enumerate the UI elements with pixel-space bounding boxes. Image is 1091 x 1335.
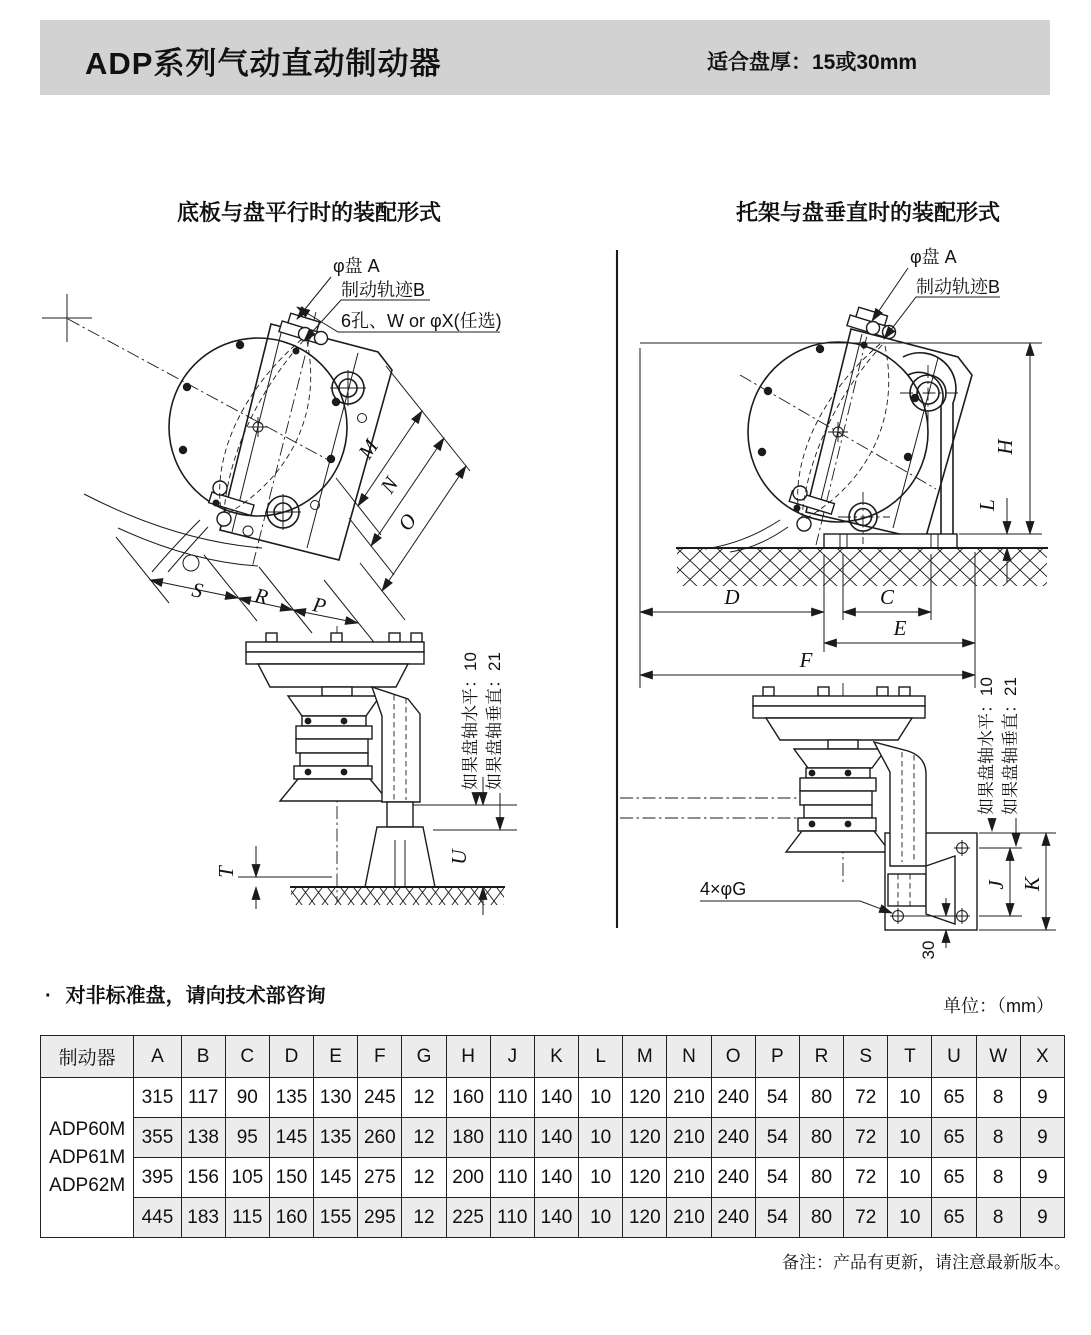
- cell: 8: [976, 1118, 1020, 1158]
- upper-clamp-right: [847, 305, 896, 348]
- dims-srp: [116, 537, 377, 646]
- cell: 240: [711, 1198, 755, 1238]
- cell: 80: [799, 1158, 843, 1198]
- cell: 10: [579, 1118, 623, 1158]
- cell: 105: [225, 1158, 269, 1198]
- cell: 140: [534, 1158, 578, 1198]
- cell: 150: [269, 1158, 313, 1198]
- cell: 72: [844, 1198, 888, 1238]
- cell: 130: [314, 1078, 358, 1118]
- cell: 10: [579, 1158, 623, 1198]
- cell: 135: [269, 1078, 313, 1118]
- cell: 120: [623, 1078, 667, 1118]
- dim-label-e: E: [893, 616, 907, 640]
- dim-label-u: U: [447, 849, 471, 865]
- left-drawing-title: 底板与盘平行时的装配形式: [176, 200, 441, 225]
- cell: 240: [711, 1078, 755, 1118]
- cell: 10: [579, 1198, 623, 1238]
- cell: 115: [225, 1198, 269, 1238]
- disc-a-label-right: φ盘 A: [910, 247, 957, 267]
- cell: 210: [667, 1158, 711, 1198]
- col-header: U: [932, 1036, 976, 1078]
- cell: 65: [932, 1078, 976, 1118]
- cell: 95: [225, 1118, 269, 1158]
- cell: 54: [755, 1118, 799, 1158]
- ground-hatch-left: [291, 888, 504, 905]
- left-side-view: [214, 626, 517, 915]
- col-header: K: [534, 1036, 578, 1078]
- cell: 140: [534, 1198, 578, 1238]
- cell: 110: [490, 1158, 534, 1198]
- cell: 120: [623, 1198, 667, 1238]
- dim-label-p: P: [310, 592, 329, 619]
- table-header-row: [41, 1036, 1065, 1078]
- cell: 65: [932, 1118, 976, 1158]
- cell: 9: [1020, 1158, 1064, 1198]
- col-header: M: [623, 1036, 667, 1078]
- dim-label-r: R: [252, 583, 271, 610]
- note-consult: · 对非标准盘，请向技术部咨询: [45, 985, 326, 1007]
- cell: 72: [844, 1158, 888, 1198]
- dim-label-l: L: [975, 499, 999, 511]
- col-header: G: [402, 1036, 446, 1078]
- cell: 9: [1020, 1118, 1064, 1158]
- dim-label-f: F: [799, 648, 813, 672]
- cell: 10: [888, 1118, 932, 1158]
- col-header: N: [667, 1036, 711, 1078]
- cell: 145: [269, 1118, 313, 1158]
- brake-track-label-left: 制动轨迹B: [341, 280, 426, 300]
- cell: 12: [402, 1198, 446, 1238]
- dimension-table: [40, 1035, 1065, 1238]
- cell: 135: [314, 1118, 358, 1158]
- right-drawing-title: 托架与盘垂直时的装配形式: [735, 200, 1000, 225]
- cell: 12: [402, 1158, 446, 1198]
- cell: 200: [446, 1158, 490, 1198]
- col-header: D: [269, 1036, 313, 1078]
- axis-note-horizontal-left: 如果盘轴水平：10: [461, 652, 480, 790]
- col-header: J: [490, 1036, 534, 1078]
- col-header: E: [314, 1036, 358, 1078]
- right-side-view: [620, 677, 1056, 959]
- technical-drawings: [0, 228, 1091, 968]
- cell: 90: [225, 1078, 269, 1118]
- left-assembly-drawing: [42, 256, 502, 646]
- datum-cross: [42, 294, 92, 342]
- table-row: [41, 1158, 1065, 1198]
- dim-label-k: K: [1020, 876, 1044, 892]
- cell: 110: [490, 1118, 534, 1158]
- cell: 117: [181, 1078, 225, 1118]
- cell: 65: [932, 1158, 976, 1198]
- cell: 315: [134, 1078, 181, 1118]
- cell: 180: [446, 1118, 490, 1158]
- cell: 183: [181, 1198, 225, 1238]
- col-header: C: [225, 1036, 269, 1078]
- cell: 80: [799, 1198, 843, 1238]
- axis-note-horizontal-right: 如果盘轴水平：10: [977, 677, 996, 815]
- brake-track-label-right: 制动轨迹B: [916, 277, 1001, 297]
- cell: 155: [314, 1198, 358, 1238]
- cell: 240: [711, 1158, 755, 1198]
- cell: 355: [134, 1118, 181, 1158]
- col-header: X: [1020, 1036, 1064, 1078]
- cell: 120: [623, 1118, 667, 1158]
- right-assembly-drawing: [640, 247, 1048, 688]
- cell: 80: [799, 1118, 843, 1158]
- col-header: R: [799, 1036, 843, 1078]
- cell: 295: [358, 1198, 402, 1238]
- cell: 160: [446, 1078, 490, 1118]
- dim-label-t: T: [214, 866, 238, 878]
- cell: 245: [358, 1078, 402, 1118]
- col-header: S: [844, 1036, 888, 1078]
- col-header: A: [134, 1036, 181, 1078]
- col-header: B: [181, 1036, 225, 1078]
- page-title: ADP系列气动直动制动器: [85, 46, 442, 81]
- col-header: L: [579, 1036, 623, 1078]
- cell: 240: [711, 1118, 755, 1158]
- cell: 54: [755, 1078, 799, 1118]
- model-names: ADP60M ADP61M ADP62M: [41, 1078, 134, 1238]
- cell: 145: [314, 1158, 358, 1198]
- cell: 54: [755, 1198, 799, 1238]
- dim-label-30: 30: [919, 940, 938, 960]
- ground-hatch-right: [677, 549, 1047, 586]
- flange-holes-label: 4×φG: [700, 879, 747, 899]
- cell: 12: [402, 1078, 446, 1118]
- cell: 110: [490, 1078, 534, 1118]
- cell: 140: [534, 1118, 578, 1158]
- cell: 9: [1020, 1198, 1064, 1238]
- cell: 12: [402, 1118, 446, 1158]
- cell: 140: [534, 1078, 578, 1118]
- bracket: [824, 353, 957, 548]
- axis-note-vertical-left: 如果盘轴垂直：21: [485, 652, 504, 790]
- cell: 10: [888, 1198, 932, 1238]
- col-header: W: [976, 1036, 1020, 1078]
- cell: 160: [269, 1198, 313, 1238]
- axis-note-vertical-right: 如果盘轴垂直：21: [1001, 677, 1020, 815]
- dim-label-o: O: [393, 509, 422, 536]
- col-header: 制动器: [41, 1036, 134, 1078]
- cell: 10: [888, 1158, 932, 1198]
- cell: 260: [358, 1118, 402, 1158]
- cell: 210: [667, 1198, 711, 1238]
- cell: 8: [976, 1158, 1020, 1198]
- cell: 156: [181, 1158, 225, 1198]
- cell: 138: [181, 1118, 225, 1158]
- upper-clamp: [279, 311, 328, 354]
- dim-label-m: M: [353, 435, 384, 464]
- cell: 210: [667, 1078, 711, 1118]
- cell: 225: [446, 1198, 490, 1238]
- cell: 110: [490, 1198, 534, 1238]
- bullet: ·: [45, 985, 52, 1007]
- cell: 445: [134, 1198, 181, 1238]
- cell: 10: [888, 1078, 932, 1118]
- cell: 210: [667, 1118, 711, 1158]
- cell: 80: [799, 1078, 843, 1118]
- table-row: [41, 1118, 1065, 1158]
- dim-label-d: D: [724, 585, 740, 609]
- dim-label-j: J: [984, 880, 1008, 890]
- dims-mno: [336, 366, 470, 620]
- dim-label-c: C: [879, 585, 895, 609]
- cell: 72: [844, 1078, 888, 1118]
- holes-option-label: 6孔、W or φX(任选): [341, 311, 502, 331]
- cell: 9: [1020, 1078, 1064, 1118]
- unit-label: 单位：（mm）: [943, 996, 1054, 1016]
- col-header: F: [358, 1036, 402, 1078]
- cell: 395: [134, 1158, 181, 1198]
- col-header: O: [711, 1036, 755, 1078]
- table-row: [41, 1078, 1065, 1118]
- cell: 54: [755, 1158, 799, 1198]
- dim-label-s: S: [189, 577, 206, 603]
- dim-label-h: H: [993, 439, 1017, 455]
- cell: 8: [976, 1078, 1020, 1118]
- cell: 10: [579, 1078, 623, 1118]
- cell: 275: [358, 1158, 402, 1198]
- cell: 72: [844, 1118, 888, 1158]
- cell: 65: [932, 1198, 976, 1238]
- table-row: [41, 1198, 1065, 1238]
- col-header: H: [446, 1036, 490, 1078]
- disc-thickness-label: 适合盘厚：15或30mm: [707, 51, 918, 74]
- col-header: T: [888, 1036, 932, 1078]
- dim-label-n: N: [375, 472, 404, 498]
- col-header: P: [755, 1036, 799, 1078]
- footer-note: 备注：产品有更新，请注意最新版本。: [782, 1253, 1071, 1272]
- disc-a-label-left: φ盘 A: [333, 256, 380, 276]
- cell: 8: [976, 1198, 1020, 1238]
- cell: 120: [623, 1158, 667, 1198]
- lower-clamp: [152, 481, 254, 572]
